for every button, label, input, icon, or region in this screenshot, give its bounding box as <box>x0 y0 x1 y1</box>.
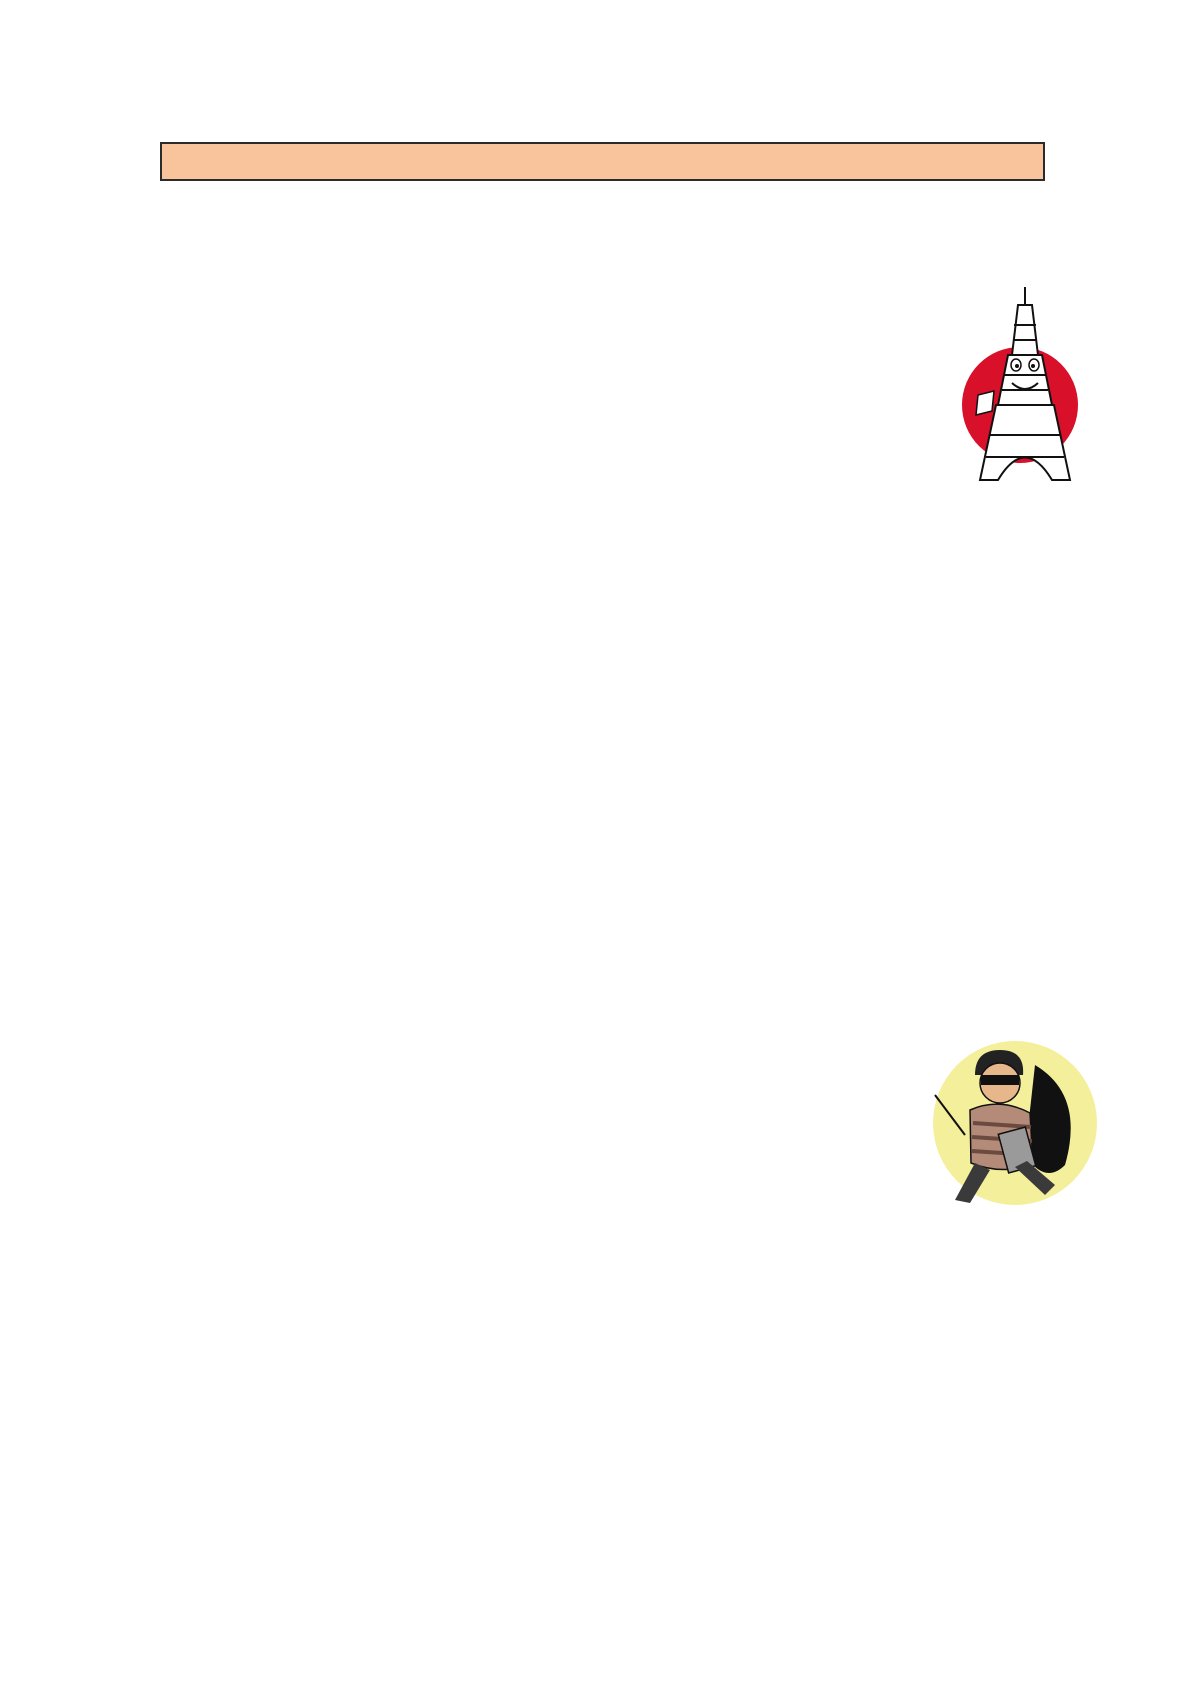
eiffel-tower-cartoon-icon <box>960 285 1090 485</box>
title-banner <box>160 142 1045 181</box>
thief-cartoon-icon <box>915 1035 1110 1210</box>
